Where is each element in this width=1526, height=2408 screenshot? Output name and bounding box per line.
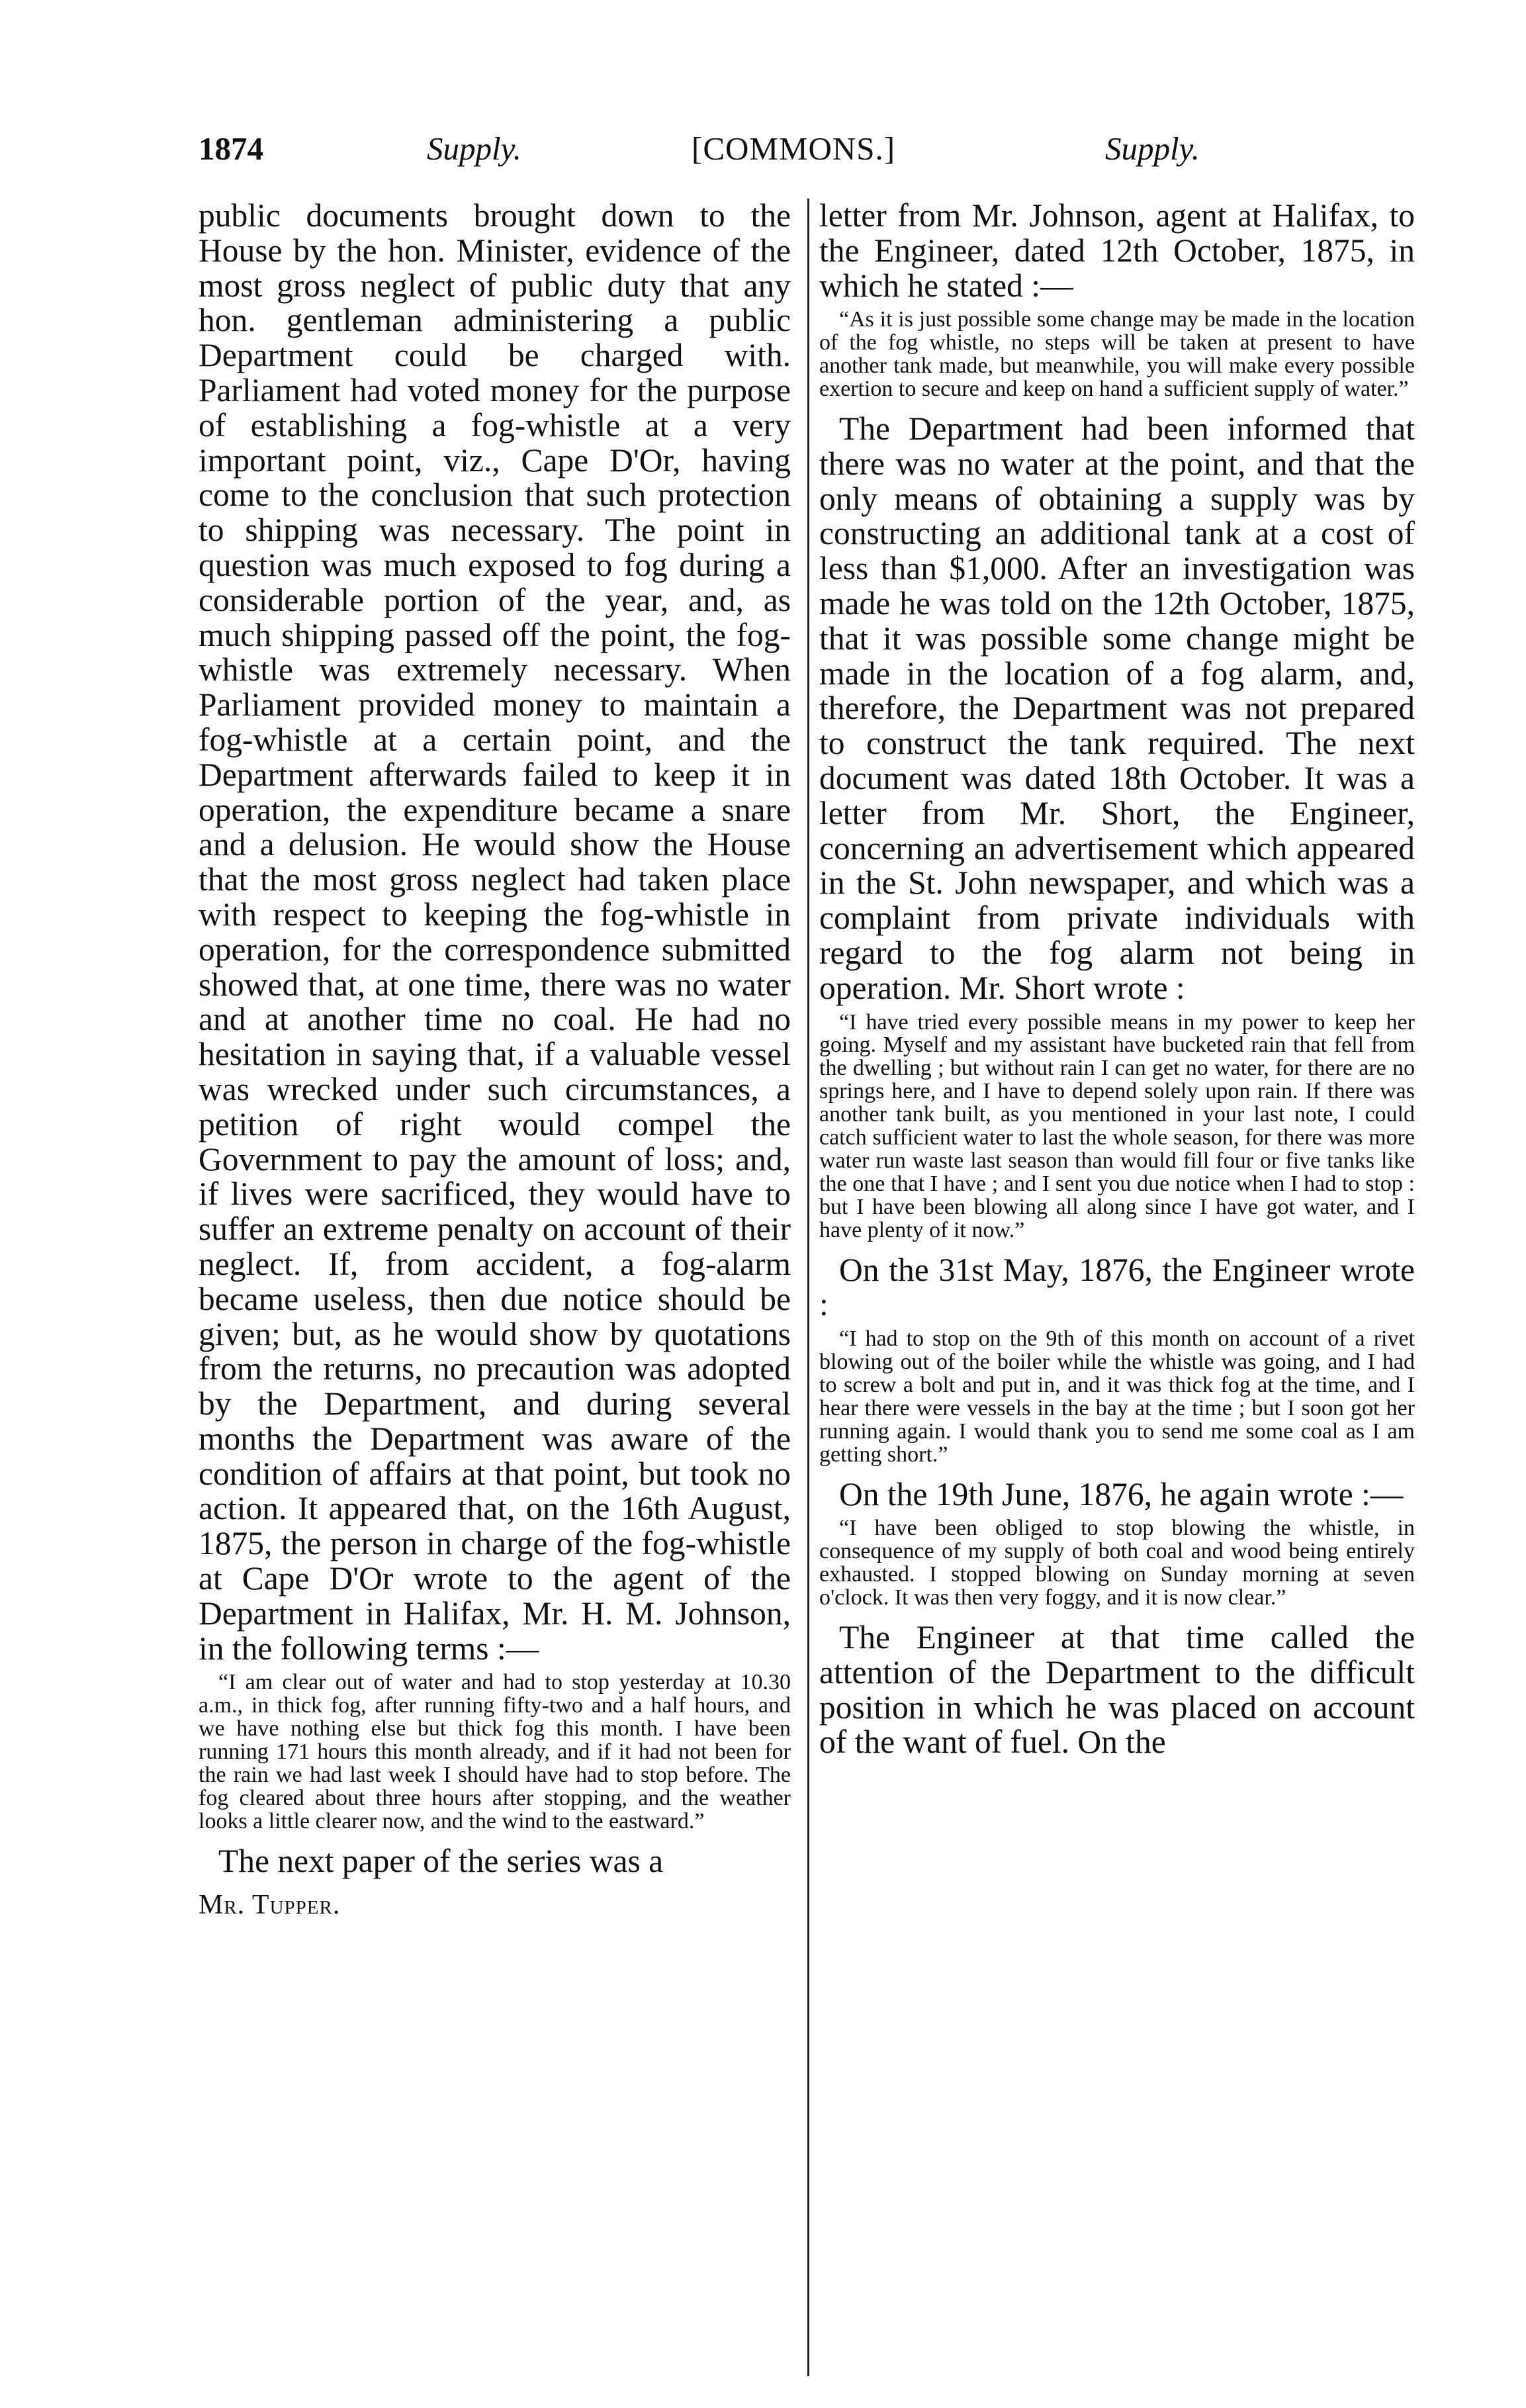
- left-quote-1-block: [199, 1666, 791, 1843]
- right-quote-4-block: [819, 1512, 1415, 1620]
- left-column: [199, 199, 791, 1922]
- right-paragraph-1: letter from Mr. Johnson, agent at Halifax, to the Engineer, dated 12th October, 1875, in which he stated :—: [819, 197, 1415, 304]
- right-paragraph-4: On the 19th June, 1876, he again wrote :—: [839, 1475, 1404, 1512]
- running-head-left: Supply.: [427, 130, 521, 167]
- page-header: [199, 129, 1337, 182]
- running-head-center: [COMMONS.]: [692, 130, 896, 167]
- left-paragraph-1: public documents brought down to the House by the hon. Minister, evidence of the most gross neglect of public duty that any hon. gentleman administering a public Department could be charged with. Parliament had voted money for the purpose of establishing a fog-whistle at a very important point, viz., Cape D'Or, having come to the conclusion that such protection to shipping was necessary. The point in question was much exposed to fog during a considerable portion of the year, and, as much shipping passed off the point, the fog-whistle was extremely necessary. When Parliament provided money to maintain a fog-whistle at a certain point, and the Department afterwards failed to keep it in operation, the expenditure became a snare and a delusion. He would show the House that the most gross neglect had taken place with respect to keeping the fog-whistle in operation, for the correspondence submitted showed that, at one time, there was no water and at another time no coal. He had no hesitation in saying that, if a valuable vessel was wrecked under such circumstances, a petition of right would compel the Government to pay the amount of loss; and, if lives were sacrificed, they would have to suffer an extreme penalty on account of their neglect. If, from accident, a fog-alarm became useless, then due notice should be given; but, as he would show by quotations from the returns, no precaution was adopted by the Department, and during several months the Department was aware of the condition of affairs at that point, but took no action. It appeared that, on the 16th August, 1875, the person in charge of the fog-whistle at Cape D'Or wrote to the agent of the Department in Halifax, Mr. H. M. Johnson, in the following terms :—: [199, 197, 791, 1667]
- column-divider: [807, 199, 809, 2376]
- right-quote-3: “I had to stop on the 9th of this month on account of a rivet blowing out of the boiler while the whistle was going, and I had to screw a bolt and put in, and it was thick fog at the time, and I hear there were vessels in the bay at the time ; but I soon got her running again. I would thank you to send me some coal as I am getting short.”: [819, 1326, 1415, 1467]
- left-quote-1: “I am clear out of water and had to stop yesterday at 10.30 a.m., in thick fog, after running fifty-two and a half hours, and we have nothing else but thick fog this month. I have been running 171 hours this month already, and if it had not been for the rain we had last week I should have had to stop before. The fog cleared about three hours after stopping, and the weather looks a little clearer now, and the wind to the eastward.”: [199, 1670, 791, 1833]
- right-quote-2-block: [819, 1006, 1415, 1253]
- left-paragraph-2: The next paper of the series was a: [218, 1842, 664, 1879]
- right-column: [819, 199, 1415, 1760]
- running-head-right: Supply.: [1105, 130, 1200, 167]
- right-quote-2: “I have tried every possible means in my power to keep her going. Myself and my assistant have bucketed rain that fell from the dwelling ; but without rain I can get no water, for there are no springs here, and I have to depend solely upon rain. If there was another tank built, as you mentioned in your last note, I could catch sufficient water to last the whole season, for there was more water run waste last season than would fill four or five tanks like the one that I have ; and I sent you due notice when I had to stop : but I have been blowing all along since I have got water, and I have plenty of it now.”: [819, 1009, 1415, 1242]
- right-quote-1: “As it is just possible some change may be made in the location of the fog whistle, no steps will be taken at present to have another tank made, but meanwhile, you will make every possible exertion to secure and keep on hand a sufficient supply of water.”: [819, 307, 1415, 402]
- right-paragraph-2: The Department had been informed that there was no water at the point, and that the only means of obtaining a supply was by constructing an additional tank at a cost of less than $1,000. After an investigation was made he was told on the 12th October, 1875, that it was possible some change might be made in the location of a fog alarm, and, therefore, the Department was not prepared to construct the tank required. The next document was dated 18th October. It was a letter from Mr. Short, the Engineer, concerning an advertisement which appeared in the St. John newspaper, and which was a complaint from private individuals with regard to the fog alarm not being in operation. Mr. Short wrote :: [819, 410, 1415, 1006]
- right-quote-1-block: [819, 303, 1415, 412]
- right-paragraph-5: The Engineer at that time called the attention of the Department to the difficult position in which he was placed on account of the want of fuel. On the: [819, 1619, 1415, 1761]
- right-quote-3-block: [819, 1322, 1415, 1477]
- right-paragraph-3: On the 31st May, 1876, the Engineer wrote :: [819, 1251, 1415, 1323]
- page-number: 1874: [199, 130, 263, 167]
- right-quote-4: “I have been obliged to stop blowing the whistle, in consequence of my supply of both coal and wood being entirely exhausted. I stopped blowing on Sunday morning at seven o'clock. It was then very foggy, and it is now clear.”: [819, 1516, 1415, 1610]
- speaker-signature: Mr. Tupper.: [199, 1889, 341, 1920]
